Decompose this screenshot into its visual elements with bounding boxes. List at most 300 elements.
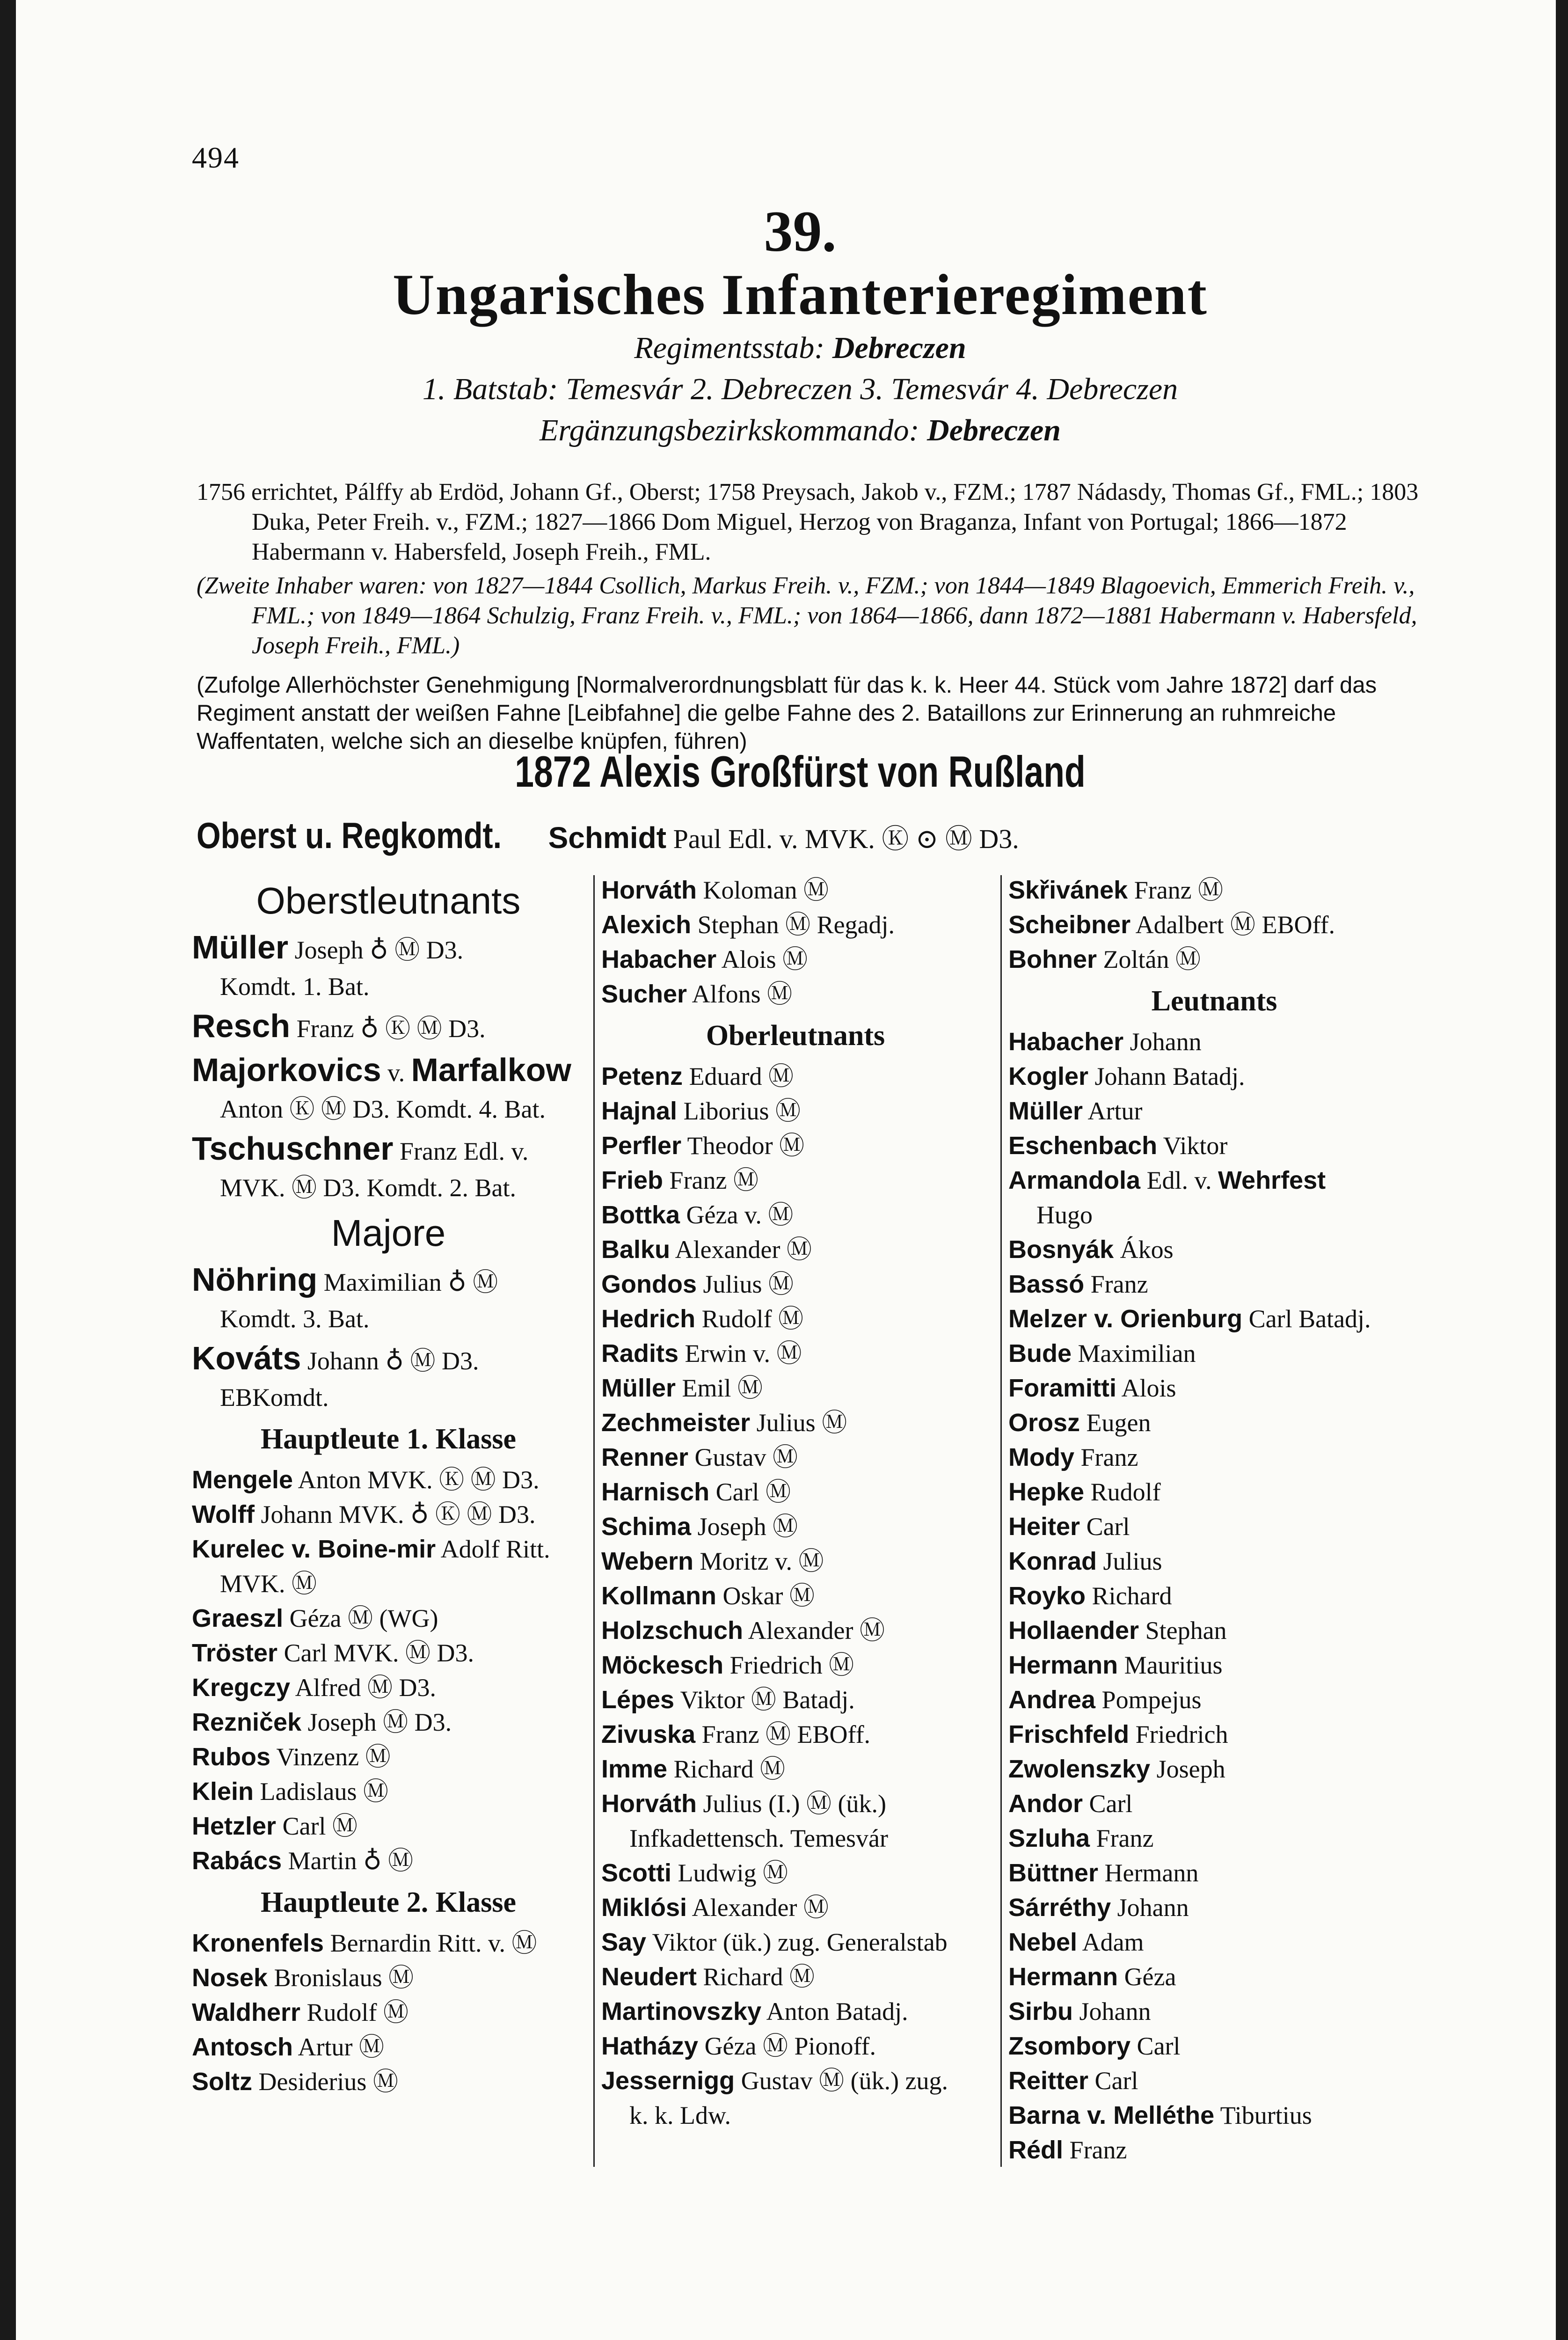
officer-details: Erwin v. Ⓜ [678, 1339, 802, 1367]
officer-entry [1008, 1232, 1420, 1267]
officer-name: Hetzler [192, 1812, 277, 1840]
officer-entry [192, 1670, 585, 1705]
officer-details: Anton Batadj. [761, 1997, 908, 2026]
officer-entry [601, 1648, 990, 1682]
officer-details: Adalbert Ⓜ EBOff. [1130, 911, 1335, 939]
column-1 [192, 873, 585, 2099]
colonel-name: Schmidt [548, 821, 667, 855]
officer-name: Jessernigg [601, 2067, 735, 2095]
officer-details: Johann [1123, 1028, 1202, 1056]
officer-name: Renner [601, 1443, 689, 1471]
officer-name: Graeszl [192, 1604, 284, 1632]
officer-entry [1008, 942, 1420, 977]
officer-details: Ákos [1114, 1236, 1174, 1264]
officer-details: Alexander Ⓜ [670, 1236, 812, 1264]
officer-details: Pompejus [1095, 1686, 1202, 1714]
officer-name: Habacher [1008, 1028, 1124, 1056]
officer-entry [192, 1926, 585, 1960]
officer-name: Martinovszky [601, 1997, 762, 2026]
officer-details: Eduard Ⓜ [683, 1062, 794, 1090]
officer-name: Nöhring [192, 1261, 318, 1298]
officer-details: Koloman Ⓜ [697, 876, 829, 904]
officer-name: Hermann [1008, 1651, 1118, 1679]
officer-name: Müller [601, 1374, 676, 1402]
officer-entry [1008, 1544, 1420, 1579]
officer-entry [192, 1497, 585, 1532]
officer-name: Kollmann [601, 1582, 717, 1610]
officer-name: Miklósi [601, 1894, 687, 1922]
officer-details: Franz [1084, 1270, 1148, 1298]
officer-name: Rubos [192, 1743, 270, 1771]
officer-entry [601, 1475, 990, 1509]
officer-name: Bohner [1008, 945, 1097, 973]
officer-entry [601, 1544, 990, 1579]
column-rule-2 [1000, 875, 1002, 2167]
officer-name: Kregczy [192, 1674, 291, 1702]
section-majore: Majore [331, 1212, 446, 1254]
officer-details: Franz Edl. v. [393, 1137, 529, 1165]
officer-entry [1008, 2133, 1420, 2167]
officer-entry [601, 1371, 990, 1405]
officer-entry [192, 1705, 585, 1740]
regimentsstab-line [187, 328, 1413, 369]
officer-name: Bosnyák [1008, 1236, 1114, 1264]
officer-details: Géza [1118, 1963, 1176, 1991]
officer-name: Orosz [1008, 1409, 1080, 1437]
officer-entry [601, 1786, 990, 1821]
officer-entry [192, 1809, 585, 1843]
colonel-rest: Paul Edl. v. MVK. Ⓚ ⊙ Ⓜ D3. [673, 824, 1019, 854]
officer-name: Konrad [1008, 1547, 1097, 1575]
officer-name-second: Wehrfest [1218, 1166, 1326, 1194]
officer-name: Reitter [1008, 2067, 1089, 2095]
officer-continuation: MVK. Ⓜ D3. Komdt. 2. Bat. [220, 1174, 516, 1202]
column-rule-1 [593, 875, 595, 2167]
officer-continuation: Komdt. 3. Bat. [220, 1305, 370, 1333]
officer-entry [1008, 1440, 1420, 1475]
officer-name: Möckesch [601, 1651, 724, 1679]
officer-name: Zsombory [1008, 2032, 1131, 2060]
officer-details: Maximilian ♁ Ⓜ [317, 1268, 498, 1296]
officer-details: Carl Ⓜ [709, 1478, 791, 1506]
patron-title: 1872 Alexis Großfürst von Rußland [515, 747, 1086, 796]
officer-entry [1008, 1890, 1420, 1925]
officer-entry [601, 907, 990, 942]
officer-entry [192, 1774, 585, 1809]
officer-entry [601, 1232, 990, 1267]
officer-entry [1008, 907, 1420, 942]
colonel-row [197, 814, 1432, 857]
regiment-title: Ungarisches Infanterieregiment [393, 263, 1208, 327]
officer-entry [1008, 1371, 1420, 1405]
officer-name: Zwolenszky [1008, 1755, 1151, 1783]
officer-entry [1008, 1613, 1420, 1648]
officer-entry [192, 1995, 585, 2030]
officer-details: Rudolf Ⓜ [695, 1305, 804, 1333]
officer-details: Franz ♁ Ⓚ Ⓜ D3. [290, 1015, 486, 1043]
officer-details: Franz [1090, 1824, 1154, 1852]
officer-name: Sárréthy [1008, 1894, 1111, 1922]
officer-entry [1008, 2029, 1420, 2063]
officer-entry [1008, 1267, 1420, 1302]
officer-details: Oskar Ⓜ [716, 1582, 815, 1610]
officer-entry [1008, 1648, 1420, 1682]
officer-name: Nebel [1008, 1928, 1078, 1956]
officer-details: Johann Batadj. [1088, 1062, 1245, 1090]
officer-details: Edl. v. [1140, 1166, 1218, 1194]
officer-details: Alexander Ⓜ [743, 1616, 885, 1645]
officer-details: Richard Ⓜ [667, 1755, 786, 1783]
officer-details: Tiburtius [1214, 2101, 1312, 2129]
list-col2-top [601, 873, 990, 1011]
officer-entry [1008, 1302, 1420, 1336]
officer-details: Gustav Ⓜ (ük.) zug. [735, 2067, 948, 2095]
officer-entry [601, 1613, 990, 1648]
officer-name: Waldherr [192, 1998, 301, 2026]
officer-name: Müller [192, 929, 289, 965]
officer-details: Rudolf Ⓜ [300, 1998, 409, 2026]
officer-details: Julius Ⓜ [696, 1270, 794, 1298]
column-3 [1008, 873, 1420, 2167]
officer-name: Balku [601, 1236, 671, 1264]
officer-details: Carl [1082, 1790, 1133, 1818]
officer-entry [601, 1682, 990, 1717]
officer-details: Friedrich Ⓜ [723, 1651, 854, 1679]
officer-name: Heiter [1008, 1513, 1080, 1541]
colonel-role: Oberst u. Regkomdt. [197, 815, 502, 856]
officer-details: Adolf Ritt. [436, 1535, 550, 1563]
officer-entry [601, 1198, 990, 1232]
officer-details: Géza Ⓜ Pionoff. [698, 2032, 876, 2060]
officer-entry [601, 2029, 990, 2063]
officer-entry [601, 1440, 990, 1475]
officer-entry [601, 1336, 990, 1371]
officer-details: Franz [1063, 2136, 1127, 2164]
officer-entry [1008, 1717, 1420, 1752]
officer-details: Friedrich [1129, 1720, 1228, 1748]
officer-name: Hatházy [601, 2032, 699, 2060]
officer-entry [601, 1405, 990, 1440]
officer-details: Géza v. Ⓜ [680, 1201, 794, 1229]
officer-entry [1008, 1509, 1420, 1544]
officer-entry [1008, 1960, 1420, 1994]
officer-name-second: Marfalkow [411, 1052, 571, 1088]
officer-entry [601, 1509, 990, 1544]
officer-entry [1008, 1475, 1420, 1509]
officer-entry [192, 1260, 585, 1302]
officer-details: Carl Batadj. [1242, 1305, 1371, 1333]
officer-details: Carl [1088, 2067, 1138, 2095]
officer-details: Bronislaus Ⓜ [268, 1964, 414, 1992]
officer-entry [192, 1843, 585, 1878]
officer-name: Radits [601, 1339, 679, 1367]
history-block [197, 477, 1432, 755]
officer-entry [1008, 1856, 1420, 1890]
officer-name: Zechmeister [601, 1409, 751, 1437]
officer-details: Viktor [1157, 1132, 1228, 1160]
officer-entry [601, 1059, 990, 1094]
officer-entry [601, 873, 990, 907]
officer-details: Gustav Ⓜ [688, 1443, 798, 1471]
officer-entry [1008, 1024, 1420, 1059]
officer-name: Hermann [1008, 1963, 1118, 1991]
officer-details: Stephan Ⓜ Regadj. [691, 911, 895, 939]
officer-entry [192, 1129, 585, 1170]
officer-name: Kováts [192, 1340, 301, 1376]
officer-name: Eschenbach [1008, 1132, 1158, 1160]
officer-details: Géza Ⓜ (WG) [283, 1604, 438, 1632]
officer-details: Martin ♁ Ⓜ [282, 1847, 414, 1875]
officer-details: Alfred Ⓜ D3. [290, 1674, 437, 1702]
officer-name: Horváth [601, 876, 697, 904]
officer-details: Liborius Ⓜ [677, 1097, 801, 1125]
officer-entry [601, 1163, 990, 1198]
officer-details: Franz Ⓜ EBOff. [695, 1720, 871, 1748]
officer-entry [1008, 1994, 1420, 2029]
list-col3-top [1008, 873, 1420, 977]
officer-details: Moritz v. Ⓜ [693, 1547, 824, 1575]
officer-name: Hedrich [601, 1305, 696, 1333]
officer-details: Anton MVK. Ⓚ Ⓜ D3. [293, 1466, 540, 1494]
officer-name: Melzer v. Orienburg [1008, 1305, 1243, 1333]
regiment-number: 39. [764, 199, 837, 263]
list-oberleutnants [601, 1059, 990, 2133]
officer-continuation: Anton Ⓚ Ⓜ D3. Komdt. 4. Bat. [220, 1095, 546, 1123]
section-oberleutnants: Oberleutnants [706, 1020, 885, 1052]
section-leutnants: Leutnants [1151, 985, 1277, 1017]
officer-details: Alexander Ⓜ [687, 1894, 829, 1922]
officer-entry [192, 1462, 585, 1497]
officer-details: Artur Ⓜ [293, 2033, 384, 2061]
officer-entry [601, 1960, 990, 1994]
officer-details: Johann [1073, 1997, 1151, 2026]
officer-details: Carl [1080, 1513, 1130, 1541]
officer-details: Joseph [1150, 1755, 1225, 1783]
officer-continuation: MVK. Ⓜ [220, 1570, 317, 1598]
officer-entry [601, 942, 990, 977]
officer-entry [192, 1051, 585, 1092]
officer-details: Joseph Ⓜ D3. [301, 1708, 452, 1736]
section-hauptleute2: Hauptleute 2. Klasse [261, 1887, 516, 1918]
officer-name: Armandola [1008, 1166, 1141, 1194]
officer-continuation: EBKomdt. [220, 1383, 329, 1411]
officer-continuation: Komdt. 1. Bat. [220, 973, 370, 1001]
officer-entry [192, 2030, 585, 2064]
officer-continuation: Hugo [1036, 1201, 1093, 1229]
officer-name: Büttner [1008, 1859, 1098, 1887]
list-leutnants [1008, 1024, 1420, 2167]
officer-entry [1008, 2098, 1420, 2133]
officer-name: Rabács [192, 1847, 282, 1875]
officer-name: Mody [1008, 1443, 1074, 1471]
officer-entry [1008, 1579, 1420, 1613]
officer-entry [192, 928, 585, 969]
officer-entry [1008, 1094, 1420, 1128]
officer-details: Julius (I.) Ⓜ (ük.) [697, 1790, 886, 1818]
officer-entry [1008, 1821, 1420, 1856]
officer-name: Zivuska [601, 1720, 696, 1748]
officer-name: Royko [1008, 1582, 1086, 1610]
officer-name: Andrea [1008, 1686, 1096, 1714]
officer-entry [601, 1890, 990, 1925]
officer-entry [601, 1579, 990, 1613]
officer-entry [1008, 873, 1420, 907]
officer-name: Tschuschner [192, 1130, 394, 1167]
officer-name: Alexich [601, 911, 692, 939]
officer-entry [192, 2064, 585, 2099]
history-second-owners: (Zweite Inhaber waren: von 1827—1844 Csollich, Markus Freih. v., FZM.; von 1844—1849 Blagoevich, Emmerich Freih. v., FML.; von 1849—1864 Schulzig, Franz Freih. v., FML.; von 1864—1866, dann 1872—1881 Habermann v. Habersfeld, Joseph Freih., FML.) [197, 572, 1417, 659]
officer-entry [1008, 1786, 1420, 1821]
officer-details: Carl Ⓜ [276, 1812, 358, 1840]
list-hauptleute2 [192, 1926, 585, 2099]
officer-name: Kogler [1008, 1062, 1089, 1090]
officer-entry [192, 1960, 585, 1995]
officer-name: Habacher [601, 945, 717, 973]
officer-name: Hollaender [1008, 1616, 1139, 1645]
regimentsstab-value: Debreczen [832, 331, 966, 365]
officer-entry [1008, 1059, 1420, 1094]
officer-name: Barna v. Melléthe [1008, 2101, 1215, 2129]
officer-name: Gondos [601, 1270, 697, 1298]
officer-details: Rudolf [1084, 1478, 1161, 1506]
officer-name: Petenz [601, 1062, 683, 1090]
officer-continuation: k. k. Ldw. [629, 2101, 731, 2129]
officer-name: Soltz [192, 2068, 252, 2096]
officer-details: Ladislaus Ⓜ [254, 1777, 388, 1806]
officer-details: Stephan [1139, 1616, 1227, 1645]
officer-details: Ludwig Ⓜ [671, 1859, 788, 1887]
erg-label: Ergänzungsbezirkskommando: [540, 413, 919, 447]
list-hauptleute1 [192, 1462, 585, 1878]
officer-details: Bernardin Ritt. v. Ⓜ [324, 1929, 537, 1957]
officer-name: Szluha [1008, 1824, 1090, 1852]
officer-name: Müller [1008, 1097, 1083, 1125]
list-majore [192, 1260, 585, 1415]
officer-name: Nosek [192, 1964, 268, 1992]
officer-name: Majorkovics [192, 1052, 381, 1088]
officer-name: Frieb [601, 1166, 664, 1194]
officer-name: Hajnal [601, 1097, 678, 1125]
officer-name: Bottka [601, 1201, 680, 1229]
officer-details: v. [381, 1059, 411, 1087]
officer-name: Klein [192, 1777, 254, 1806]
officer-name: Foramitti [1008, 1374, 1117, 1402]
officer-details: Maximilian [1072, 1339, 1196, 1367]
officer-details: Johann MVK. ♁ Ⓚ Ⓜ D3. [254, 1500, 536, 1528]
officer-entry [601, 1128, 990, 1163]
officer-entry [192, 1740, 585, 1774]
officer-details: Johann ♁ Ⓜ D3. [301, 1347, 479, 1375]
officer-name: Scheibner [1008, 911, 1131, 939]
officer-name: Sirbu [1008, 1997, 1073, 2026]
officer-details: Vinzenz Ⓜ [270, 1743, 391, 1771]
officer-entry [601, 977, 990, 1011]
officer-continuation: Infkadettensch. Temesvár [629, 1824, 888, 1852]
officer-details: Joseph ♁ Ⓜ D3. [288, 936, 464, 964]
batstab-line: 1. Batstab: Temesvár 2. Debreczen 3. Temesvár 4. Debreczen [422, 372, 1178, 406]
officer-name: Hepke [1008, 1478, 1085, 1506]
officer-details: Hermann [1098, 1859, 1199, 1887]
officer-details: Julius Ⓜ [750, 1409, 847, 1437]
officer-details: Carl [1130, 2032, 1181, 2060]
officer-entry [1008, 1682, 1420, 1717]
officer-name: Say [601, 1928, 647, 1956]
officer-name: Rezniček [192, 1708, 302, 1736]
officer-entry [601, 1752, 990, 1786]
history-flag-note: (Zufolge Allerhöchster Genehmigung [Normalverordnungsblatt für das k. k. Heer 44. Stück vom Jahre 1872] darf das Regiment anstatt der weißen Fahne [Leibfahne] die gelbe Fahne des 2. Bataillons zur Erinnerung an ruhmreiche Waffentaten, welche sich an dieselbe knüpfen, führen) [197, 673, 1377, 754]
officer-name: Kronenfels [192, 1929, 324, 1957]
officer-entry [192, 1532, 585, 1566]
section-oberstleutnants: Oberstleutnants [256, 880, 521, 921]
officer-entry [1008, 2063, 1420, 2098]
officer-name: Lépes [601, 1686, 675, 1714]
officer-entry [601, 1994, 990, 2029]
officer-details: Emil Ⓜ [676, 1374, 763, 1402]
officer-name: Rédl [1008, 2136, 1064, 2164]
officer-name: Resch [192, 1008, 291, 1044]
officer-details: Viktor (ük.) zug. Generalstab [646, 1928, 948, 1956]
officer-entry [601, 2063, 990, 2098]
officer-details: Franz [1074, 1443, 1138, 1471]
officer-name: Kurelec v. Boine-mir [192, 1535, 436, 1563]
officer-entry [192, 1339, 585, 1380]
officer-details: Richard Ⓜ [697, 1963, 815, 1991]
officer-entry [1008, 1163, 1420, 1198]
erg-value: Debreczen [927, 413, 1061, 447]
officer-details: Alois Ⓜ [716, 945, 808, 973]
officer-entry [1008, 1752, 1420, 1786]
officer-details: Julius [1097, 1547, 1162, 1575]
officer-name: Bassó [1008, 1270, 1085, 1298]
officer-details: Zoltán Ⓜ [1097, 945, 1201, 973]
officer-details: Artur [1083, 1097, 1143, 1125]
officer-details: Eugen [1080, 1409, 1151, 1437]
column-2 [601, 873, 990, 2133]
page-number: 494 [192, 141, 240, 174]
officer-details: Franz Ⓜ [663, 1166, 758, 1194]
officer-entry [601, 1717, 990, 1752]
officer-name: Neudert [601, 1963, 697, 1991]
regiment-header [187, 201, 1413, 451]
officer-entry [1008, 1128, 1420, 1163]
officer-name: Mengele [192, 1466, 293, 1494]
officer-entry [1008, 1925, 1420, 1960]
officer-entry [601, 1302, 990, 1336]
officer-details: Adam [1077, 1928, 1144, 1956]
officer-name: Skřivánek [1008, 876, 1128, 904]
officer-details: Johann [1111, 1894, 1189, 1922]
officer-details: Alfons Ⓜ [687, 980, 793, 1008]
history-owners: 1756 errichtet, Pálffy ab Erdöd, Johann Gf., Oberst; 1758 Preysach, Jakob v., FZM.; 1787 Nádasdy, Thomas Gf., FML.; 1803 Duka, Peter Freih. v., FZM.; 1827—1866 Dom Miguel, Herzog von Braganza, Infant von Portugal; 1866—1872 Habermann v. Habersfeld, Joseph Freih., FML. [197, 479, 1419, 565]
officer-entry [192, 1007, 585, 1048]
officer-entry [601, 1094, 990, 1128]
officer-name: Horváth [601, 1790, 697, 1818]
officer-name: Harnisch [601, 1478, 710, 1506]
officer-details: Carl MVK. Ⓜ D3. [277, 1639, 474, 1667]
officer-name: Holzschuch [601, 1616, 744, 1645]
officer-name: Antosch [192, 2033, 293, 2061]
officer-name: Webern [601, 1547, 694, 1575]
officer-entry [1008, 1405, 1420, 1440]
officer-name: Sucher [601, 980, 687, 1008]
officer-name: Wolff [192, 1500, 255, 1528]
officer-details: Mauritius [1118, 1651, 1223, 1679]
officer-details: Theodor Ⓜ [681, 1132, 805, 1160]
officer-entry [1008, 1336, 1420, 1371]
officer-name: Frischfeld [1008, 1720, 1130, 1748]
officer-details: Richard [1086, 1582, 1172, 1610]
officer-name: Imme [601, 1755, 668, 1783]
